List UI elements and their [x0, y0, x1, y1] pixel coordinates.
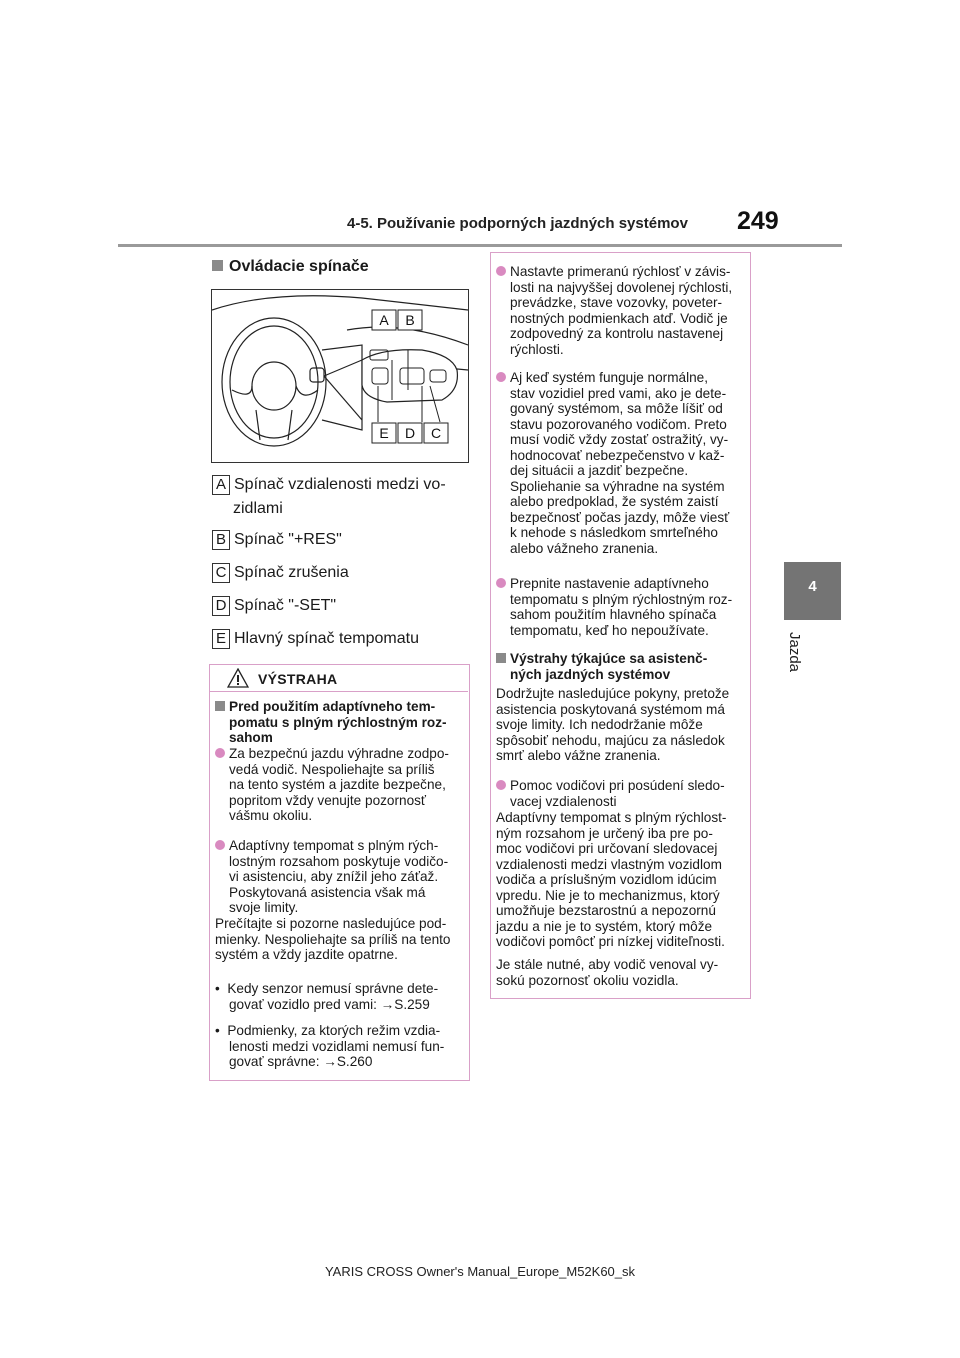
square-bullet-icon [212, 260, 223, 271]
right-bullet-4: Pomoc vodičovi pri posúdení sledo- vacej vzdialenosti [496, 778, 748, 809]
callout-a-cont: zidlami [233, 500, 283, 517]
round-bullet-icon [496, 578, 506, 588]
round-bullet-icon [496, 266, 506, 276]
right-paragraph-2: Adaptívny tempomat s plným rýchlost- ným rozsahom je určený iba pre po- moc vodičovi pri určovaní sledovacej vzdialenosti medzi vlastným vozidlom vodiča a príslušným vozidlom idúcim vpredu. Nie je to mechanizmus, ktorý umožňuje bezstarostnú a nepozornú jazdu a nie je to systém, ktorý môže vodičovi pomôcť pri nízkej viditeľnosti. [496, 810, 727, 949]
right-bullet-3: Prepnite nastavenie adaptívneho tempomatu s plným rýchlostným roz- sahom použitím hlavného spínača tempomatu, keď ho nepoužívate. [496, 576, 748, 638]
footer-text: YARIS CROSS Owner's Manual_Europe_M52K60_sk [324, 1264, 636, 1279]
square-bullet-icon [496, 653, 506, 663]
header-rule [118, 244, 842, 247]
warning-paragraph: Prečítajte si pozorne nasledujúce pod- mienky. Nespoliehajte sa príliš na tento systém a vždy jazdite opatrne. [215, 916, 451, 962]
warning-triangle-icon [227, 668, 249, 688]
callout-b [212, 529, 342, 550]
callout-text: Spínač vzdialenosti medzi vo- [234, 476, 446, 493]
callout-key: E [212, 629, 230, 649]
right-bullet-2: Aj keď systém funguje normálne, stav vozidiel pred vami, ako je dete- govaný systémom, sa môže líšiť od stavu pozorovaného vodičom. Preto musí vodič vždy zostať ostražitý, vy- hodnocovať nebezpečenstvo v kaž- dej situácii a jazdiť bezpečne. Spoliehanie sa výhradne na systém alebo predpoklad, že systém zaistí bezpečnosť počas jazdy, môže viesť k nehode s následkom smrteľného alebo vážneho zranenia. [496, 370, 748, 556]
warning-dot-2: • Podmienky, za ktorých režim vzdia- lenosti medzi vozidlami nemusí fun- govať správne: →S.260 [215, 1023, 445, 1069]
round-bullet-icon [496, 780, 506, 790]
figure-label-e: E [379, 425, 389, 441]
callout-key: C [212, 563, 230, 583]
callout-text: Spínač "+RES" [234, 531, 342, 548]
figure-label-b: B [405, 312, 415, 328]
chapter-label: Jazda [786, 632, 803, 673]
page-number: 249 [737, 207, 779, 235]
callout-d [212, 595, 336, 616]
chapter-number: 4 [808, 578, 817, 595]
callout-e [212, 628, 419, 649]
round-bullet-icon [215, 748, 225, 758]
warning-dot-1: • Kedy senzor nemusí správne dete- govať vozidlo pred vami: →S.259 [215, 981, 439, 1012]
figure-label-d: D [404, 425, 416, 441]
callout-text: Spínač zrušenia [234, 564, 349, 581]
right-bullet-1: Nastavte primeranú rýchlosť v závis- losti na najvyššej dovolenej rýchlosti, prevádzke, stave vozovky, poveter- nostných podmienkach atď. Vodič je zodpovedný za kontrolu nastavenej rýchlosti. [496, 264, 748, 357]
section-heading-text: Ovládacie spínače [229, 258, 369, 275]
section-heading [212, 258, 369, 276]
figure-label-a: A [379, 312, 389, 328]
callout-key: B [212, 530, 230, 550]
warning-title: VÝSTRAHA [258, 671, 338, 687]
callout-key: D [212, 596, 230, 616]
warning-bullet-1: Za bezpečnú jazdu výhradne zodpo- vedá vodič. Nespoliehajte sa príliš na tento systém a jazdite bezpečne, popritom vždy venujte pozornosť vášmu okoliu. [215, 746, 465, 824]
square-bullet-icon [215, 701, 225, 711]
callout-text: Spínač "-SET" [234, 597, 337, 614]
warning-subheading: Pred použitím adaptívneho tem- pomatu s plným rýchlostným roz- sahom [215, 699, 465, 746]
steering-wheel-drawing [212, 290, 468, 462]
warning-bullet-2: Adaptívny tempomat s plným rých- lostným rozsahom poskytuje vodičo- vi asistenciu, aby znížil jeho záťaž. Poskytovaná asistencia však má svoje limity. [215, 838, 465, 916]
warning-divider [210, 691, 468, 692]
steering-wheel-illustration [211, 289, 469, 463]
right-paragraph-1: Dodržujte nasledujúce pokyny, pretože asistencia poskytovaná systémom má svoje limity. Ich nedodržanie môže spôsobiť nehodu, majúcu za následok smrť alebo vážne zranenia. [496, 686, 730, 763]
round-bullet-icon [496, 372, 506, 382]
right-subheading: Výstrahy týkajúce sa asistenč- ných jazdných systémov [496, 651, 748, 682]
callout-key: A [212, 475, 230, 495]
callout-a [212, 474, 446, 495]
callout-c [212, 562, 349, 583]
round-bullet-icon [215, 840, 225, 850]
right-paragraph-3: Je stále nutné, aby vodič venoval vy- sokú pozornosť okoliu vozidla. [496, 957, 719, 988]
callout-text: Hlavný spínač tempomatu [234, 630, 419, 647]
section-title: 4-5. Používanie podporných jazdných systémov [347, 215, 688, 232]
figure-label-c: C [430, 425, 442, 441]
